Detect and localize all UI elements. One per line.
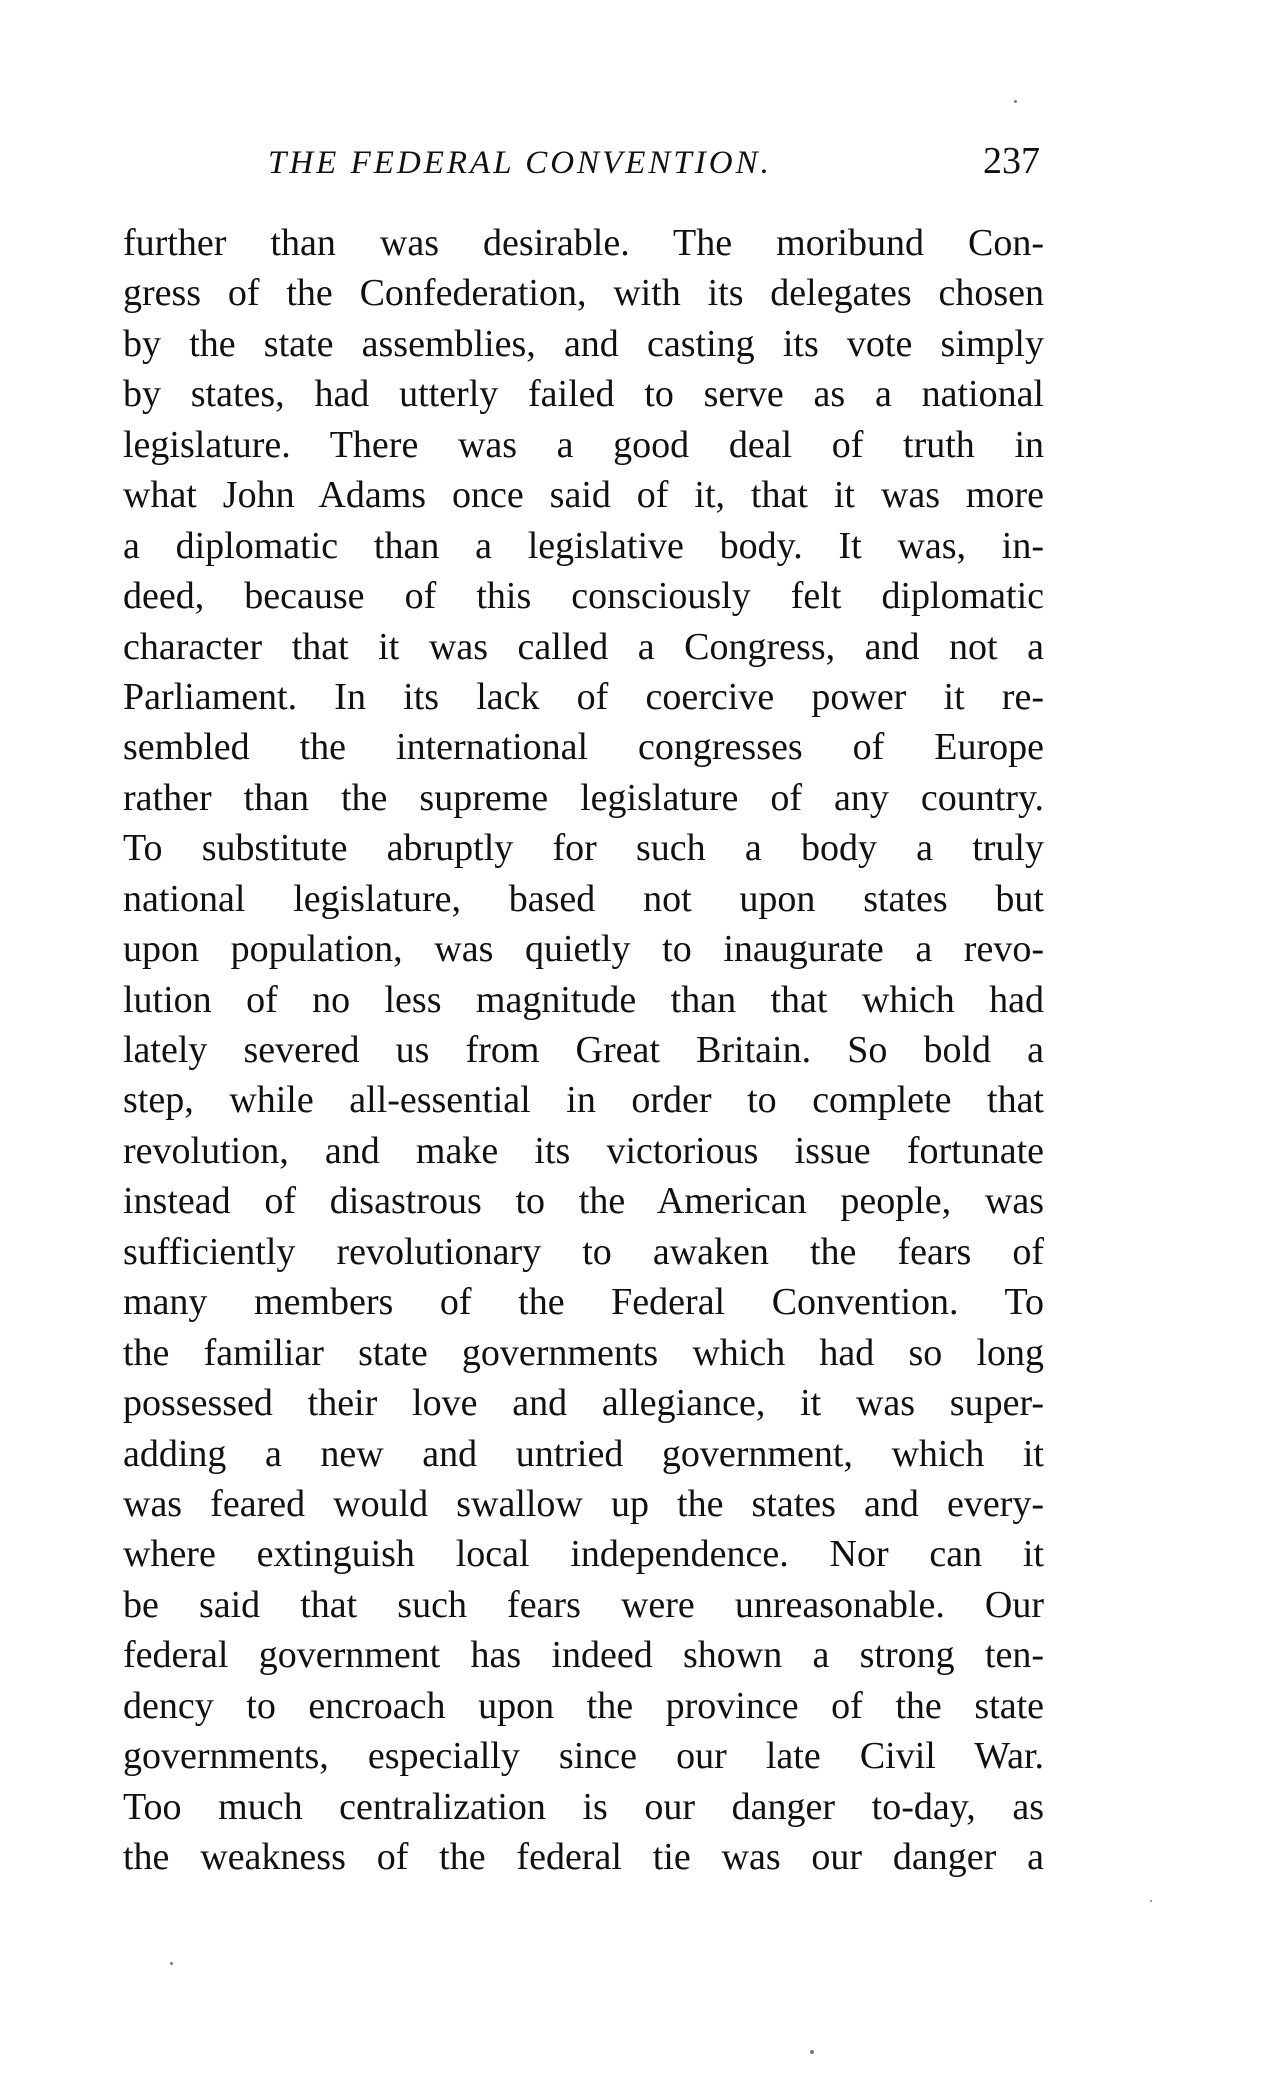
text-line: sembled the international congresses of Europe bbox=[123, 726, 1044, 769]
text-line: character that it was called a Congress, and not a bbox=[123, 625, 1044, 668]
paper-speck bbox=[1014, 100, 1017, 103]
text-line: lately severed us from Great Britain. So bold a bbox=[123, 1029, 1044, 1071]
paper-speck bbox=[1150, 1900, 1152, 1902]
text-line: deed, because of this consciously felt diplomatic bbox=[123, 575, 1044, 618]
text-line: the weakness of the federal tie was our danger a bbox=[123, 1836, 1044, 1878]
running-title: THE FEDERAL CONVENTION. bbox=[268, 145, 772, 181]
text-line: by the state assemblies, and casting its vote simply bbox=[123, 322, 1044, 365]
text-line: upon population, was quietly to inaugurate a revo- bbox=[123, 928, 1044, 971]
text-line: instead of disastrous to the American people, was bbox=[123, 1180, 1044, 1223]
text-line: governments, especially since our late Civil War. bbox=[123, 1735, 1044, 1778]
text-line: the familiar state governments which had so long bbox=[123, 1331, 1044, 1374]
paper-speck bbox=[810, 2050, 814, 2054]
text-line: many members of the Federal Convention. To bbox=[123, 1281, 1044, 1324]
text-line: what John Adams once said of it, that it was more bbox=[123, 474, 1044, 517]
text-line: revolution, and make its victorious issue fortunate bbox=[123, 1129, 1044, 1172]
text-line: step, while all-essential in order to complete that bbox=[123, 1079, 1044, 1122]
text-line: possessed their love and allegiance, it was super- bbox=[123, 1382, 1044, 1425]
text-line: dency to encroach upon the province of the state bbox=[123, 1684, 1044, 1727]
text-line: To substitute abruptly for such a body a truly bbox=[123, 827, 1044, 870]
text-line: legislature. There was a good deal of truth in bbox=[123, 423, 1044, 466]
text-line: sufficiently revolutionary to awaken the fears of bbox=[123, 1230, 1044, 1273]
text-line: further than was desirable. The moribund Con- bbox=[123, 222, 1044, 264]
text-line: Parliament. In its lack of coercive power it re- bbox=[123, 675, 1044, 718]
text-line: federal government has indeed shown a strong ten- bbox=[123, 1634, 1044, 1677]
text-line: adding a new and untried government, which it bbox=[123, 1432, 1044, 1475]
text-line: was feared would swallow up the states and every- bbox=[123, 1482, 1044, 1525]
text-line: Too much centralization is our danger to-day, as bbox=[123, 1785, 1044, 1828]
body-text bbox=[123, 218, 1044, 1882]
text-line: by states, had utterly failed to serve as a national bbox=[123, 373, 1044, 416]
text-line: a diplomatic than a legislative body. It was, in- bbox=[123, 524, 1044, 567]
text-line: be said that such fears were unreasonable. Our bbox=[123, 1583, 1044, 1626]
paper-speck bbox=[170, 1962, 173, 1965]
text-line: gress of the Confederation, with its delegates chosen bbox=[123, 272, 1044, 315]
page-header bbox=[268, 140, 1048, 195]
text-line: where extinguish local independence. Nor can it bbox=[123, 1533, 1044, 1576]
text-line: lution of no less magnitude than that which had bbox=[123, 978, 1044, 1021]
text-line: national legislature, based not upon states but bbox=[123, 877, 1044, 920]
text-line: rather than the supreme legislature of any country. bbox=[123, 776, 1044, 819]
page-number: 237 bbox=[983, 140, 1040, 182]
